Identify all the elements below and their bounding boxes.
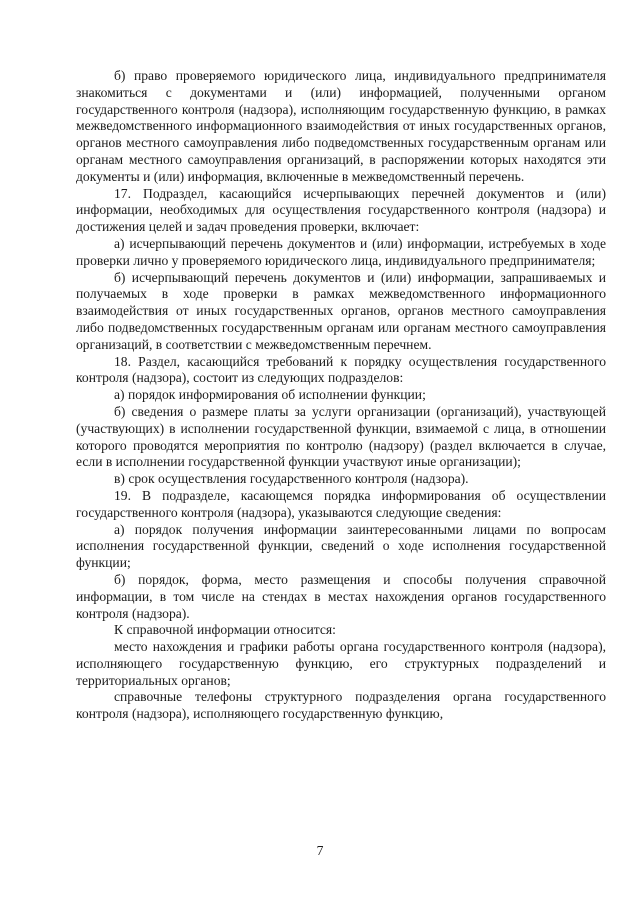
paragraph-item-18c: в) срок осуществления государственного контроля (надзора). <box>114 471 469 487</box>
paragraph-item-19: 19. В подразделе, касающемся порядка информирования об осуществлении государственного контроля (надзора), указываются следующие сведения: <box>76 487 606 520</box>
paragraph-right-to-review: б) право проверяемого юридического лица, индивидуального предпринимателя знакомиться с документами и (или) информацией, полученными органом государственного контроля (надзора), исполняющим государственную функцию, в рамках межведомственного информационного взаимодействия от иных государственных органов, органов местного самоуправления либо подведомственных государственным органам или органам местного самоуправления организаций, в распоряжении которых находятся эти документы и (или) информация, включенные в межведомственный перечень. <box>76 68 606 184</box>
paragraph-item-19b: б) порядок, форма, место размещения и способы получения справочной информации, в том числе на стендах в местах нахождения органов государственного контроля (надзора). <box>76 571 606 621</box>
paragraph-item-18a: а) порядок информирования об исполнении функции; <box>114 387 426 403</box>
document-body <box>76 68 606 723</box>
paragraph-item-17: 17. Подраздел, касающийся исчерпывающих перечней документов и (или) информации, необходимых для осуществления государственного контроля (надзора) и достижения целей и задач проведения проверки, включает: <box>76 185 606 235</box>
page-number: 7 <box>316 843 324 858</box>
paragraph-item-18: 18. Раздел, касающийся требований к порядку осуществления государственного контроля (надзора), состоит из следующих подразделов: <box>76 353 606 386</box>
paragraph-location-schedule: место нахождения и графики работы органа государственного контроля (надзора), исполняющего государственную функцию, его структурных подразделений и территориальных органов; <box>76 639 606 688</box>
paragraph-item-19a: а) порядок получения информации заинтересованными лицами по вопросам исполнения государственной функции, сведений о ходе исполнения государственной функции; <box>76 521 606 571</box>
paragraph-item-18b: б) сведения о размере платы за услуги организации (организаций), участвующей (участвующих) в исполнении государственной функции, взимаемой с лица, в отношении которого проводятся мероприятия по контролю (надзору) (раздел включается в случае, если в исполнении государственной функции участвуют иные организации); <box>76 403 606 470</box>
paragraph-item-17a: а) исчерпывающий перечень документов и (или) информации, истребуемых в ходе проверки лично у проверяемого юридического лица, индивидуального предпринимателя; <box>76 235 606 268</box>
paragraph-reference-phones: справочные телефоны структурного подразделения органа государственного контроля (надзора), исполняющего государственную функцию, <box>76 689 606 722</box>
paragraph-item-17b: б) исчерпывающий перечень документов и (или) информации, запрашиваемых и получаемых в ходе проверки в рамках межведомственного информационного взаимодействия от иных государственных органов, органов местного самоуправления либо подведомственных государственным органам или органам местного самоуправления организаций, в соответствии с межведомственным перечнем. <box>76 269 606 352</box>
paragraph-reference-info: К справочной информации относится: <box>114 622 336 638</box>
